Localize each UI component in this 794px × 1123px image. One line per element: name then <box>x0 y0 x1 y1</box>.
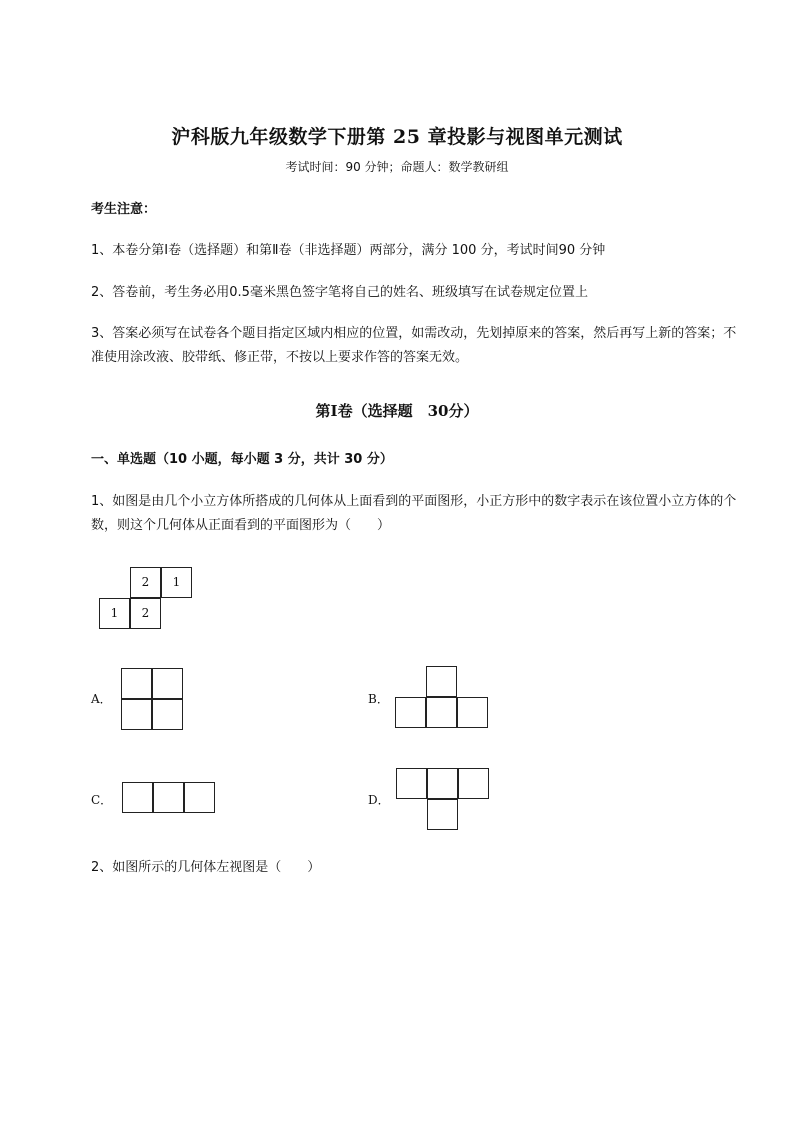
notice-heading: 考生注意： <box>91 202 157 217</box>
figure-square <box>152 668 183 699</box>
option-d-label[interactable]: D． <box>368 793 390 807</box>
figure-square <box>426 666 457 697</box>
figure-square <box>122 782 153 813</box>
notice-item-2: 2、答卷前，考生务必用0.5毫米黑色签字笔将自己的姓名、班级填写在试卷规定位置上 <box>91 285 588 300</box>
figure-square <box>152 699 183 730</box>
section-title: 第Ⅰ卷（选择题 30分） <box>315 402 479 420</box>
figure-square <box>395 697 426 728</box>
figure-square <box>426 697 457 728</box>
figure-square <box>458 768 489 799</box>
grid-cell: 2 <box>130 598 161 629</box>
figure-square <box>427 799 458 830</box>
notice-item-3: 3、答案必须写在试卷各个题目指定区域内相应的位置，如需改动，先划掉原来的答案，然后再写上新的答案；不准使用涂改液、胶带纸、修正带，不按以上要求作答的答案无效。 <box>91 326 737 365</box>
figure-square <box>121 699 152 730</box>
option-b-label[interactable]: B． <box>368 692 389 706</box>
option-a-label[interactable]: A． <box>91 692 112 706</box>
exam-info: 考试时间：90 分钟；命题人：数学教研组 <box>285 160 509 174</box>
option-c-label[interactable]: C． <box>91 793 113 807</box>
grid-cell: 1 <box>99 598 130 629</box>
figure-square <box>427 768 458 799</box>
figure-square <box>153 782 184 813</box>
page-title: 沪科版九年级数学下册第 25 章投影与视图单元测试 <box>171 126 623 148</box>
notice-item-1: 1、本卷分第Ⅰ卷（选择题）和第Ⅱ卷（非选择题）两部分，满分 100 分，考试时间90 分钟 <box>91 243 606 258</box>
question-1-text: 1、如图是由几个小立方体所搭成的几何体从上面看到的平面图形，小正方形中的数字表示在该位置小立方体的个数，则这个几何体从正面看到的平面图形为（ ） <box>91 494 737 533</box>
figure-square <box>184 782 215 813</box>
figure-square <box>121 668 152 699</box>
question-2-text: 2、如图所示的几何体左视图是（ ） <box>91 860 321 875</box>
figure-square <box>396 768 427 799</box>
figure-square <box>457 697 488 728</box>
part-title: 一、单选题（10 小题，每小题 3 分，共计 30 分） <box>91 452 393 467</box>
grid-cell: 1 <box>161 567 192 598</box>
grid-cell: 2 <box>130 567 161 598</box>
